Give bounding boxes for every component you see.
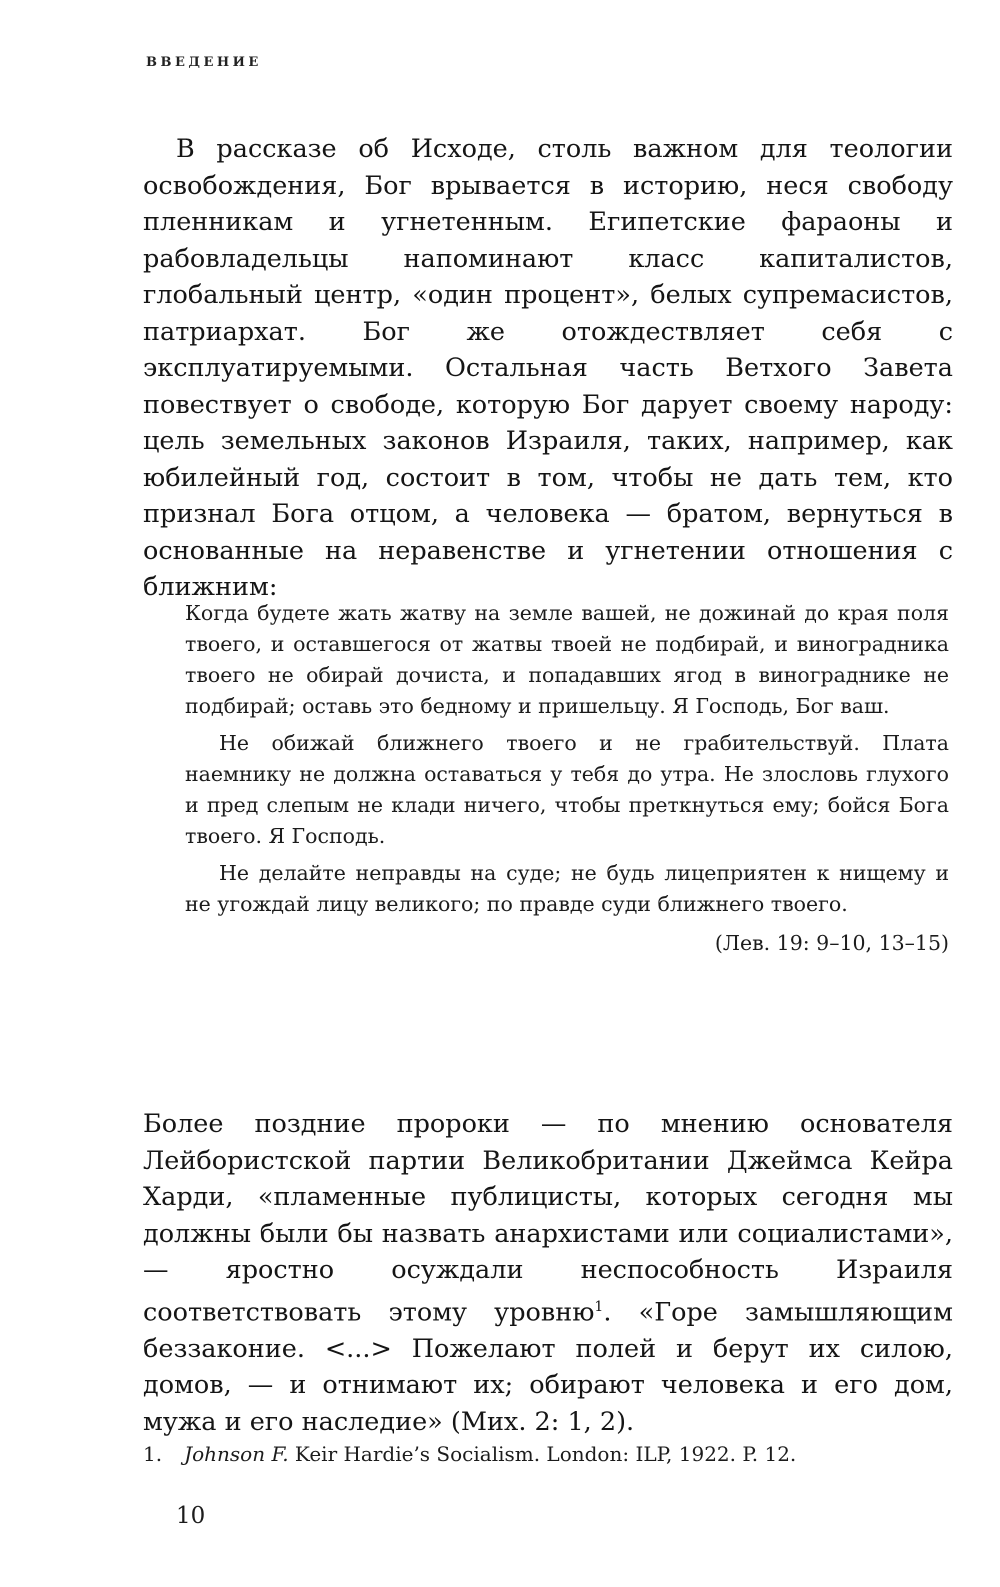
page-number: 10 — [176, 1503, 206, 1529]
quote-paragraph-1: Когда будете жать жатву на земле вашей, не дожинай до края поля твоего, и оставшегося от жатвы твоей не подбирай, и виноградника твоего не обирай дочиста, и попадавших ягод в винограднике не подбирай; оставь это бедному и пришельцу. Я Господь, Бог ваш. — [185, 601, 949, 718]
footnote-text: Keir Hardie’s Socialism. London: ILP, 1922. P. 12. — [288, 1442, 797, 1466]
running-head: ВВЕДЕНИЕ — [146, 55, 262, 70]
main-paragraph-1: В рассказе об Исходе, столь важном для теологии освобождения, Бог врывается в историю, неся свободу пленникам и угнетенным. Египетские фараоны и рабовладельцы напоминают класс капиталистов, глобальный центр, «один процент», белых супремасистов, патриархат. Бог же отождествляет себя с эксплуатируемыми. Остальная часть Ветхого Завета повествует о свободе, которую Бог дарует своему народу: цель земельных законов Израиля, таких, например, как юбилейный год, состоит в том, чтобы не дать тем, кто признал Бога отцом, а человека — братом, вернуться в основанные на неравенстве и угнетении отношения с ближним: — [143, 134, 953, 602]
quote-paragraph-3: Не делайте неправды на суде; не будь лицеприятен к нищему и не угождай лицу великого; по правде суди ближнего твоего. — [185, 861, 949, 916]
footnote-author: Johnson F. — [184, 1442, 289, 1466]
footnote-number: 1. — [143, 1442, 163, 1466]
scripture-quote — [185, 598, 949, 959]
footnote — [143, 1440, 953, 1468]
footnote-reference[interactable]: 1 — [594, 1298, 604, 1315]
quote-source: (Лев. 19: 9–10, 13–15) — [714, 931, 949, 955]
paragraph-2-text-before-note: Более поздние пророки — по мнению основателя Лейбористской партии Великобритании Джеймса Кейра Харди, «пламенные публицисты, которых сегодня мы должны были бы назвать анархистами или социалистами», — яростно осуждали неспособность Израиля соответствовать этому уровню — [143, 1109, 953, 1327]
main-paragraph-2 — [143, 1106, 953, 1440]
quote-paragraph-2: Не обижай ближнего твоего и не грабительствуй. Плата наемнику не должна оставаться у тебя до утра. Не злословь глухого и пред слепым не клади ничего, чтобы преткнуться ему; бойся Бога твоего. Я Господь. — [185, 731, 949, 848]
paragraph-2-text-after-note: . «Горе замышляющим беззаконие. <...> Пожелают полей и берут их силою, домов, — и отнимают их; обирают человека и его дом, мужа и его наследие» (Мих. 2: 1, 2). — [143, 1297, 953, 1437]
